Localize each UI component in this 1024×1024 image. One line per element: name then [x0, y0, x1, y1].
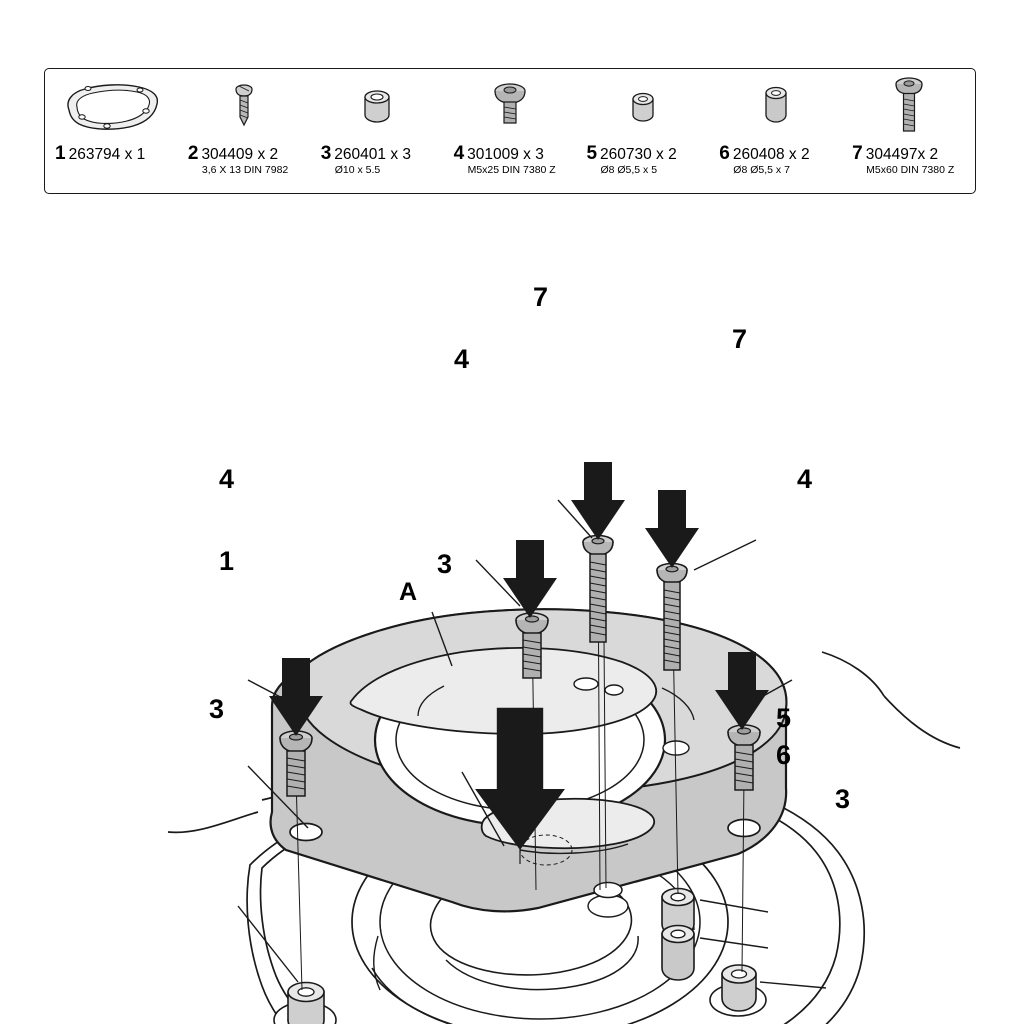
bush-tall-icon: [709, 75, 842, 137]
legend-item-2: [178, 69, 311, 193]
assembly-arrow-7-right: [645, 490, 699, 568]
callout-7-left: 7: [533, 282, 549, 312]
legend-caption-7: [844, 143, 973, 165]
legend-index-1: 1: [55, 143, 66, 164]
legend-item-3: [311, 69, 444, 193]
legend-code-2: 304409 x 2: [201, 146, 279, 163]
legend-code-7: 304497x 2: [865, 146, 939, 163]
legend-item-4: [444, 69, 577, 193]
legend-code-1: 263794 x 1: [68, 146, 146, 163]
legend-item-1: [45, 69, 178, 193]
legend-index-5: 5: [586, 143, 598, 164]
legend-index-4: 4: [453, 143, 465, 164]
spacer-bush-right: [722, 965, 756, 1011]
legend-spec-7: M5x60 DIN 7380 Z: [866, 164, 955, 176]
legend-code-5: 260730 x 2: [600, 146, 677, 163]
self-tapping-screw-icon: [178, 75, 311, 137]
legend-index-7: 7: [852, 143, 863, 164]
callout-1: 1: [219, 546, 235, 576]
spacer-bush-icon: [311, 75, 444, 137]
callout-4-top: 4: [454, 344, 470, 374]
legend-spec-4: M5x25 DIN 7380 Z: [467, 164, 556, 176]
legend-caption-2: [180, 143, 309, 165]
exploded-assembly-drawing: [0, 200, 1024, 1024]
legend-code-4: 301009 x 3: [467, 146, 544, 163]
callout-6: 6: [776, 740, 792, 770]
callout-A: A: [399, 578, 418, 606]
legend-caption-6: [711, 143, 840, 165]
spacer-bush-left: [288, 983, 324, 1024]
legend-caption-3: [313, 143, 442, 165]
legend-code-3: 260401 x 3: [334, 146, 412, 163]
callout-3-right: 3: [835, 784, 851, 814]
legend-caption-5: [578, 143, 707, 165]
assembly-arrow-top-4: [503, 540, 557, 618]
callout-7-right: 7: [732, 324, 748, 354]
parts-legend-box: [44, 68, 976, 194]
callout-5: 5: [776, 703, 792, 733]
legend-item-5: [576, 69, 709, 193]
legend-spec-3: Ø10 x 5.5: [334, 164, 381, 176]
bush-small-icon: [576, 75, 709, 137]
callout-3-center: 3: [437, 549, 453, 579]
legend-item-6: [709, 69, 842, 193]
legend-index-2: 2: [187, 143, 199, 164]
bush-tall-6: [662, 926, 694, 981]
legend-spec-2: 3,6 X 13 DIN 7982: [201, 164, 289, 176]
legend-caption-1: [47, 143, 176, 165]
assembly-arrow-7-left: [571, 462, 625, 540]
bolt-long-icon: [842, 75, 975, 137]
legend-index-3: 3: [320, 143, 332, 164]
legend-spec-5: Ø8 Ø5,5 x 5: [600, 164, 658, 176]
legend-item-7: [842, 69, 975, 193]
legend-caption-4: [446, 143, 575, 165]
callout-4-left: 4: [219, 464, 235, 494]
bolt-short-icon: [444, 75, 577, 137]
legend-code-6: 260408 x 2: [732, 146, 810, 163]
parts-legend-cells: [45, 69, 975, 193]
gasket-plate-icon: [45, 75, 178, 137]
legend-index-6: 6: [719, 143, 730, 164]
tank-mount-boss-top: [588, 895, 628, 917]
callout-3-left: 3: [209, 694, 225, 724]
legend-spec-6: Ø8 Ø5,5 x 7: [733, 164, 790, 176]
callout-4-right: 4: [797, 464, 813, 494]
